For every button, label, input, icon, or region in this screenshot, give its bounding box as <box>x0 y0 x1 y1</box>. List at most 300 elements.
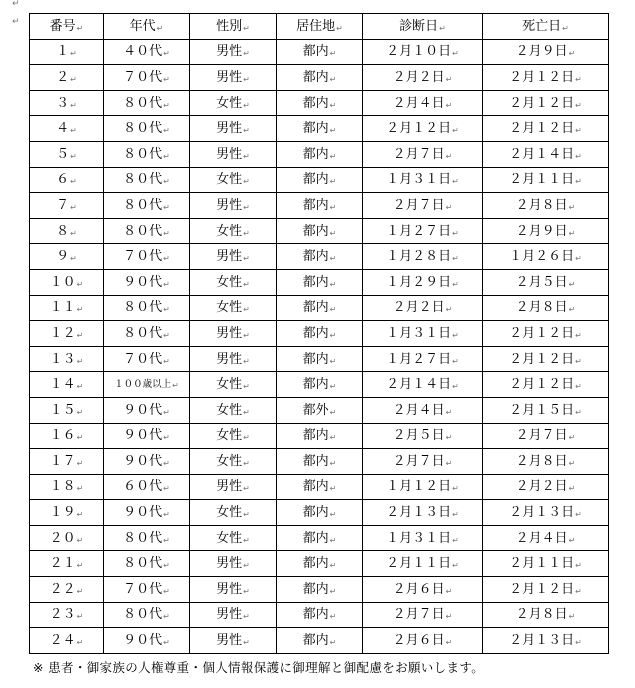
paragraph-mark: ↵ <box>329 228 337 238</box>
paragraph-mark: ↵ <box>575 356 582 366</box>
cell-diagnosis-date: ２月７日↵ <box>363 141 483 167</box>
cell-death-date: ２月９日↵ <box>483 218 609 244</box>
paragraph-mark: ↵ <box>243 382 250 392</box>
paragraph-mark: ↵ <box>243 433 250 443</box>
cell-death-date: １月２６日↵ <box>483 244 609 270</box>
paragraph-mark: ↵ <box>452 535 459 545</box>
cell-age-group: ８０代↵ <box>104 167 190 193</box>
table-header-row <box>30 14 609 40</box>
cell-number: ２２↵ <box>30 577 104 603</box>
cell-residence: 都内↵ <box>277 141 363 167</box>
cell-residence: 都内↵ <box>277 193 363 219</box>
paragraph-mark: ↵ <box>243 561 250 571</box>
paragraph-mark: ↵ <box>243 23 250 33</box>
paragraph-mark: ↵ <box>575 330 582 340</box>
cell-death-date: ２月１４日↵ <box>483 141 609 167</box>
paragraph-mark: ↵ <box>568 458 576 468</box>
paragraph-mark: ↵ <box>163 100 170 110</box>
paragraph-mark: ↵ <box>439 23 446 33</box>
cell-age-group: ４０代↵ <box>104 39 190 65</box>
cell-death-date: ２月４日↵ <box>483 525 609 551</box>
paragraph-mark: ↵ <box>329 202 337 212</box>
cell-diagnosis-date: １月２７日↵ <box>363 218 483 244</box>
cell-age-group: ９０代↵ <box>104 269 190 295</box>
cell-number: １６↵ <box>30 423 104 449</box>
paragraph-mark: ↵ <box>329 458 337 468</box>
header-sex: 性別↵ <box>190 14 277 40</box>
paragraph-mark: ↵ <box>568 484 576 494</box>
cell-sex: 男性↵ <box>190 577 277 603</box>
paragraph-mark: ↵ <box>452 330 459 340</box>
cell-age-group: ７０代↵ <box>104 346 190 372</box>
cell-diagnosis-date: ２月２日↵ <box>363 65 483 91</box>
cell-number: ６↵ <box>30 167 104 193</box>
cell-sex: 女性↵ <box>190 218 277 244</box>
paragraph-mark: ↵ <box>452 177 459 187</box>
paragraph-mark: ↵ <box>76 305 84 315</box>
cell-number: １４↵ <box>30 372 104 398</box>
cell-sex: 女性↵ <box>190 500 277 526</box>
paragraph-mark: ↵ <box>329 382 337 392</box>
cell-residence: 都内↵ <box>277 218 363 244</box>
paragraph-mark: ↵ <box>70 151 77 161</box>
paragraph-mark: ↵ <box>70 254 77 264</box>
cell-sex: 男性↵ <box>190 628 277 654</box>
paragraph-mark: ↵ <box>445 202 453 212</box>
paragraph-mark: ↵ <box>76 407 84 417</box>
cell-residence: 都内↵ <box>277 423 363 449</box>
cell-number: １↵ <box>30 39 104 65</box>
paragraph-mark: ↵ <box>575 407 582 417</box>
paragraph-mark: ↵ <box>163 407 170 417</box>
table-row <box>30 372 609 398</box>
paragraph-mark: ↵ <box>163 638 170 648</box>
paragraph-mark: ↵ <box>163 458 170 468</box>
paragraph-mark: ↵ <box>243 279 250 289</box>
cell-death-date: ２月１１日↵ <box>483 167 609 193</box>
paragraph-mark: ↵ <box>70 202 77 212</box>
cell-residence: 都内↵ <box>277 269 363 295</box>
cell-sex: 女性↵ <box>190 90 277 116</box>
cell-number: ２０↵ <box>30 525 104 551</box>
cell-sex: 男性↵ <box>190 193 277 219</box>
cell-age-group: ８０代↵ <box>104 116 190 142</box>
paragraph-mark: ↵ <box>243 151 250 161</box>
cell-death-date: ２月８日↵ <box>483 449 609 475</box>
header-diagnosis-date: 診断日↵ <box>363 14 483 40</box>
table-row <box>30 141 609 167</box>
cell-diagnosis-date: ２月４日↵ <box>363 397 483 423</box>
table-row <box>30 602 609 628</box>
cell-diagnosis-date: １月２８日↵ <box>363 244 483 270</box>
cell-sex: 女性↵ <box>190 167 277 193</box>
cell-sex: 男性↵ <box>190 602 277 628</box>
cell-diagnosis-date: ２月７日↵ <box>363 449 483 475</box>
cell-residence: 都内↵ <box>277 244 363 270</box>
cell-residence: 都外↵ <box>277 397 363 423</box>
cell-residence: 都内↵ <box>277 65 363 91</box>
cell-death-date: ２月１２日↵ <box>483 65 609 91</box>
paragraph-mark: ↵ <box>452 382 459 392</box>
table-row <box>30 218 609 244</box>
paragraph-mark: ↵ <box>445 638 453 648</box>
paragraph-mark: ↵ <box>329 100 337 110</box>
paragraph-mark: ↵ <box>568 228 576 238</box>
paragraph-mark: ↵ <box>575 177 582 187</box>
paragraph-mark: ↵ <box>575 586 582 596</box>
table-row <box>30 65 609 91</box>
paragraph-mark: ↵ <box>172 380 179 390</box>
paragraph-mark: ↵ <box>568 49 576 59</box>
cell-death-date: ２月１２日↵ <box>483 116 609 142</box>
cell-diagnosis-date: １月２９日↵ <box>363 269 483 295</box>
cell-age-group: ９０代↵ <box>104 628 190 654</box>
paragraph-mark: ↵ <box>76 586 84 596</box>
paragraph-mark: ↵ <box>243 228 250 238</box>
cell-diagnosis-date: ２月５日↵ <box>363 423 483 449</box>
cell-sex: 男性↵ <box>190 39 277 65</box>
paragraph-mark: ↵ <box>329 638 337 648</box>
paragraph-mark: ↵ <box>76 382 84 392</box>
table-row <box>30 116 609 142</box>
cell-sex: 男性↵ <box>190 65 277 91</box>
cell-age-group: ８０代↵ <box>104 90 190 116</box>
paragraph-mark: ↵ <box>163 586 170 596</box>
paragraph-mark: ↵ <box>163 202 170 212</box>
cell-sex: 男性↵ <box>190 551 277 577</box>
cell-death-date: ２月１２日↵ <box>483 346 609 372</box>
cell-residence: 都内↵ <box>277 321 363 347</box>
cell-residence: 都内↵ <box>277 295 363 321</box>
cell-residence: 都内↵ <box>277 474 363 500</box>
cell-residence: 都内↵ <box>277 449 363 475</box>
cell-age-group: ９０代↵ <box>104 397 190 423</box>
cell-death-date: ２月８日↵ <box>483 295 609 321</box>
cell-age-group: ７０代↵ <box>104 65 190 91</box>
cell-number: ４↵ <box>30 116 104 142</box>
paragraph-mark: ↵ <box>329 254 337 264</box>
paragraph-mark: ↵ <box>568 305 576 315</box>
paragraph-mark: ↵ <box>76 23 84 33</box>
cell-age-group: ８０代↵ <box>104 321 190 347</box>
paragraph-mark: ↵ <box>329 510 337 520</box>
paragraph-mark: ↵ <box>163 535 170 545</box>
paragraph-mark: ↵ <box>445 433 453 443</box>
paragraph-mark: ↵ <box>163 484 170 494</box>
paragraph-mark: ↵ <box>163 561 170 571</box>
paragraph-mark: ↵ <box>76 356 84 366</box>
cell-number: ２３↵ <box>30 602 104 628</box>
paragraph-mark: ↵ <box>568 279 576 289</box>
cell-death-date: ２月１３日↵ <box>483 500 609 526</box>
cell-residence: 都内↵ <box>277 602 363 628</box>
paragraph-mark: ↵ <box>243 202 250 212</box>
paragraph-mark: ↵ <box>243 612 250 622</box>
cell-diagnosis-date: ２月１０日↵ <box>363 39 483 65</box>
paragraph-mark: ↵ <box>575 382 582 392</box>
paragraph-mark: ↵ <box>163 228 170 238</box>
cell-residence: 都内↵ <box>277 577 363 603</box>
cell-residence: 都内↵ <box>277 372 363 398</box>
paragraph-mark: ↵ <box>70 100 77 110</box>
privacy-note: ※ 患者・御家族の人権尊重・個人情報保護に御理解と御配慮をお願いします。 <box>33 660 485 675</box>
cell-death-date: ２月７日↵ <box>483 423 609 449</box>
paragraph-mark: ↵ <box>329 305 337 315</box>
paragraph-mark: ↵ <box>445 74 453 84</box>
header-age-group: 年代↵ <box>104 14 190 40</box>
table-row <box>30 167 609 193</box>
paragraph-mark: ↵ <box>163 330 170 340</box>
death-cases-table <box>29 13 609 654</box>
paragraph-mark: ↵ <box>12 17 20 27</box>
cell-sex: 女性↵ <box>190 525 277 551</box>
cell-number: １７↵ <box>30 449 104 475</box>
paragraph-mark: ↵ <box>163 177 170 187</box>
header-residence: 居住地↵ <box>277 14 363 40</box>
cell-sex: 女性↵ <box>190 295 277 321</box>
table-row <box>30 346 609 372</box>
cell-number: ２１↵ <box>30 551 104 577</box>
paragraph-mark: ↵ <box>329 535 337 545</box>
paragraph-mark: ↵ <box>575 151 582 161</box>
cell-age-group: １００歳以上↵ <box>104 372 190 398</box>
cell-diagnosis-date: ２月２日↵ <box>363 295 483 321</box>
cell-number: １３↵ <box>30 346 104 372</box>
cell-number: ８↵ <box>30 218 104 244</box>
cell-residence: 都内↵ <box>277 525 363 551</box>
paragraph-mark: ↵ <box>70 177 77 187</box>
cell-number: １８↵ <box>30 474 104 500</box>
paragraph-mark: ↵ <box>329 49 337 59</box>
cell-age-group: ８０代↵ <box>104 218 190 244</box>
paragraph-mark: ↵ <box>575 74 582 84</box>
paragraph-mark: ↵ <box>243 49 250 59</box>
paragraph-mark: ↵ <box>445 586 453 596</box>
cell-residence: 都内↵ <box>277 628 363 654</box>
table-row <box>30 295 609 321</box>
table-row <box>30 500 609 526</box>
paragraph-mark: ↵ <box>243 100 250 110</box>
cell-death-date: ２月５日↵ <box>483 269 609 295</box>
paragraph-mark: ↵ <box>243 330 250 340</box>
paragraph-mark: ↵ <box>163 254 170 264</box>
cell-diagnosis-date: ２月１１日↵ <box>363 551 483 577</box>
paragraph-mark: ↵ <box>76 484 84 494</box>
paragraph-mark: ↵ <box>243 510 250 520</box>
cell-death-date: ２月８日↵ <box>483 193 609 219</box>
cell-death-date: ２月１２日↵ <box>483 321 609 347</box>
cell-age-group: ８０代↵ <box>104 525 190 551</box>
paragraph-mark: ↵ <box>76 612 84 622</box>
paragraph-mark: ↵ <box>568 535 576 545</box>
cell-number: １５↵ <box>30 397 104 423</box>
cell-diagnosis-date: ２月１２日↵ <box>363 116 483 142</box>
cell-diagnosis-date: ２月１４日↵ <box>363 372 483 398</box>
cell-diagnosis-date: ２月４日↵ <box>363 90 483 116</box>
paragraph-mark: ↵ <box>329 612 337 622</box>
paragraph-mark: ↵ <box>76 638 84 648</box>
paragraph-mark: ↵ <box>568 202 576 212</box>
cell-death-date: ２月１３日↵ <box>483 628 609 654</box>
cell-death-date: ２月１１日↵ <box>483 551 609 577</box>
cell-number: １９↵ <box>30 500 104 526</box>
cell-residence: 都内↵ <box>277 500 363 526</box>
paragraph-mark: ↵ <box>329 177 337 187</box>
cell-diagnosis-date: ２月６日↵ <box>363 628 483 654</box>
paragraph-mark: ↵ <box>575 638 582 648</box>
paragraph-mark: ↵ <box>243 74 250 84</box>
cell-number: ５↵ <box>30 141 104 167</box>
cell-residence: 都内↵ <box>277 39 363 65</box>
paragraph-mark: ↵ <box>70 74 77 84</box>
cell-number: １１↵ <box>30 295 104 321</box>
paragraph-mark: ↵ <box>156 23 164 33</box>
cell-diagnosis-date: １月３１日↵ <box>363 167 483 193</box>
paragraph-mark: ↵ <box>163 126 170 136</box>
cell-sex: 男性↵ <box>190 346 277 372</box>
cell-sex: 女性↵ <box>190 449 277 475</box>
cell-death-date: ２月８日↵ <box>483 602 609 628</box>
paragraph-mark: ↵ <box>163 305 170 315</box>
cell-sex: 男性↵ <box>190 116 277 142</box>
paragraph-mark: ↵ <box>76 458 84 468</box>
cell-age-group: ７０代↵ <box>104 244 190 270</box>
paragraph-mark: ↵ <box>336 23 343 33</box>
paragraph-mark: ↵ <box>575 254 582 264</box>
cell-age-group: ９０代↵ <box>104 423 190 449</box>
paragraph-mark: ↵ <box>329 74 337 84</box>
paragraph-mark: ↵ <box>329 330 337 340</box>
table-row <box>30 244 609 270</box>
cell-number: １０↵ <box>30 269 104 295</box>
cell-residence: 都内↵ <box>277 346 363 372</box>
paragraph-mark: ↵ <box>445 458 453 468</box>
paragraph-mark: ↵ <box>452 49 459 59</box>
paragraph-mark: ↵ <box>163 151 170 161</box>
table-row <box>30 474 609 500</box>
cell-number: ７↵ <box>30 193 104 219</box>
paragraph-mark: ↵ <box>562 23 569 33</box>
cell-sex: 女性↵ <box>190 269 277 295</box>
header-number: 番号↵ <box>30 14 104 40</box>
table-row <box>30 551 609 577</box>
cell-diagnosis-date: ２月７日↵ <box>363 193 483 219</box>
paragraph-mark: ↵ <box>12 0 20 9</box>
paragraph-mark: ↵ <box>445 407 453 417</box>
cell-sex: 女性↵ <box>190 397 277 423</box>
cell-death-date: ２月１５日↵ <box>483 397 609 423</box>
cell-residence: 都内↵ <box>277 167 363 193</box>
paragraph-mark: ↵ <box>243 458 250 468</box>
cell-diagnosis-date: ２月１３日↵ <box>363 500 483 526</box>
paragraph-mark: ↵ <box>163 510 170 520</box>
table-row <box>30 449 609 475</box>
table-row <box>30 90 609 116</box>
paragraph-mark: ↵ <box>452 254 459 264</box>
paragraph-mark: ↵ <box>568 612 576 622</box>
table-row <box>30 628 609 654</box>
paragraph-mark: ↵ <box>243 305 250 315</box>
cell-sex: 男性↵ <box>190 321 277 347</box>
paragraph-mark: ↵ <box>452 484 459 494</box>
paragraph-mark: ↵ <box>243 638 250 648</box>
paragraph-mark: ↵ <box>575 126 582 136</box>
cell-residence: 都内↵ <box>277 90 363 116</box>
paragraph-mark: ↵ <box>163 279 170 289</box>
paragraph-mark: ↵ <box>243 126 250 136</box>
paragraph-mark: ↵ <box>243 254 250 264</box>
cell-death-date: ２月２日↵ <box>483 474 609 500</box>
table-row <box>30 193 609 219</box>
cell-sex: 男性↵ <box>190 141 277 167</box>
paragraph-mark: ↵ <box>452 126 459 136</box>
paragraph-mark: ↵ <box>163 74 170 84</box>
paragraph-mark: ↵ <box>243 356 250 366</box>
paragraph-mark: ↵ <box>243 535 250 545</box>
paragraph-mark: ↵ <box>329 151 337 161</box>
paragraph-mark: ↵ <box>76 535 84 545</box>
paragraph-mark: ↵ <box>452 279 459 289</box>
paragraph-mark: ↵ <box>445 151 453 161</box>
paragraph-mark: ↵ <box>329 126 337 136</box>
paragraph-mark: ↵ <box>329 433 337 443</box>
paragraph-mark: ↵ <box>243 484 250 494</box>
cell-age-group: ８０代↵ <box>104 193 190 219</box>
table-row <box>30 321 609 347</box>
cell-number: ２↵ <box>30 65 104 91</box>
table-row <box>30 525 609 551</box>
cell-diagnosis-date: １月１２日↵ <box>363 474 483 500</box>
cell-age-group: ８０代↵ <box>104 295 190 321</box>
cell-diagnosis-date: ２月６日↵ <box>363 577 483 603</box>
cell-age-group: ８０代↵ <box>104 141 190 167</box>
cell-sex: 男性↵ <box>190 474 277 500</box>
cell-diagnosis-date: ２月７日↵ <box>363 602 483 628</box>
paragraph-mark: ↵ <box>575 100 582 110</box>
paragraph-mark: ↵ <box>329 561 337 571</box>
table-row <box>30 423 609 449</box>
paragraph-mark: ↵ <box>329 586 337 596</box>
paragraph-mark: ↵ <box>329 279 337 289</box>
cell-diagnosis-date: １月２７日↵ <box>363 346 483 372</box>
paragraph-mark: ↵ <box>329 356 337 366</box>
cell-death-date: ２月１２日↵ <box>483 90 609 116</box>
cell-death-date: ２月１２日↵ <box>483 372 609 398</box>
cell-diagnosis-date: １月３１日↵ <box>363 321 483 347</box>
cell-number: ２４↵ <box>30 628 104 654</box>
paragraph-mark: ↵ <box>445 305 453 315</box>
paragraph-mark: ↵ <box>70 228 77 238</box>
paragraph-mark: ↵ <box>243 586 250 596</box>
table-row <box>30 39 609 65</box>
paragraph-mark: ↵ <box>243 177 250 187</box>
cell-number: ９↵ <box>30 244 104 270</box>
paragraph-mark: ↵ <box>329 484 337 494</box>
cell-age-group: ７０代↵ <box>104 577 190 603</box>
cell-age-group: ９０代↵ <box>104 500 190 526</box>
cell-diagnosis-date: １月３１日↵ <box>363 525 483 551</box>
paragraph-mark: ↵ <box>452 228 459 238</box>
paragraph-mark: ↵ <box>76 510 84 520</box>
cell-sex: 女性↵ <box>190 423 277 449</box>
paragraph-mark: ↵ <box>70 126 77 136</box>
paragraph-mark: ↵ <box>452 510 459 520</box>
cell-residence: 都内↵ <box>277 116 363 142</box>
paragraph-mark: ↵ <box>575 561 582 571</box>
table-row <box>30 577 609 603</box>
paragraph-mark: ↵ <box>452 561 459 571</box>
header-death-date: 死亡日↵ <box>483 14 609 40</box>
